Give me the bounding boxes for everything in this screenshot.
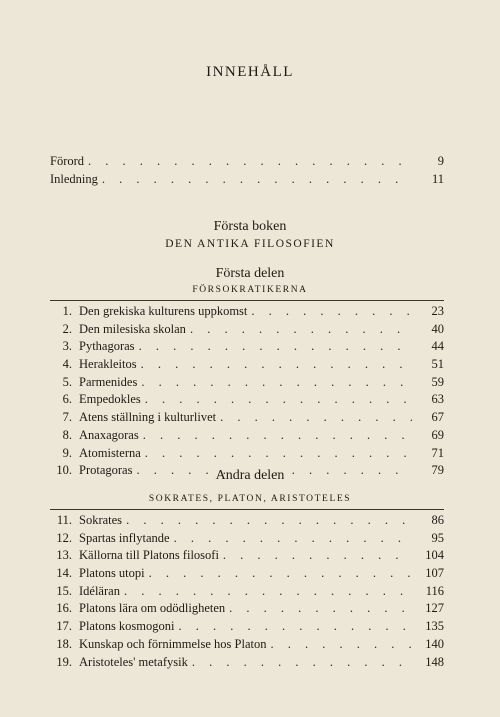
chapter-number: 9. <box>62 445 72 460</box>
chapter-number: 3. <box>62 339 72 354</box>
toc-entry[interactable] <box>50 636 444 654</box>
chapter-page: 63 <box>431 392 444 407</box>
part1-label: Första delen <box>215 266 285 281</box>
chapter-number: 8. <box>62 427 72 442</box>
chapter-title: Protagoras <box>79 463 133 478</box>
front-matter-list <box>50 153 444 188</box>
dot-leader <box>179 618 413 636</box>
chapter-number: 15. <box>56 583 72 598</box>
part1-chapter-list <box>50 303 444 480</box>
toc-entry[interactable] <box>50 618 444 636</box>
part1-title: FÖRSOKRATIKERNA <box>192 285 308 295</box>
dot-leader <box>223 547 412 565</box>
dot-leader <box>88 153 412 171</box>
chapter-title: Pythagoras <box>79 339 135 354</box>
chapter-number: 13. <box>56 548 72 563</box>
chapter-page: 67 <box>431 410 444 425</box>
toc-entry[interactable] <box>50 409 444 427</box>
chapter-title: Platons lära om odödligheten <box>79 601 226 616</box>
part2-title: SOKRATES, PLATON, ARISTOTELES <box>148 494 352 504</box>
chapter-page: 95 <box>431 530 444 545</box>
dot-leader <box>270 636 412 654</box>
entry-page: 11 <box>431 171 444 186</box>
chapter-page: 40 <box>431 321 444 336</box>
chapter-number: 4. <box>62 357 72 372</box>
chapter-title: Herakleitos <box>79 357 137 372</box>
chapter-page: 148 <box>425 654 444 669</box>
chapter-page: 51 <box>431 357 444 372</box>
chapter-number: 12. <box>56 530 72 545</box>
chapter-number: 14. <box>56 566 72 581</box>
toc-entry[interactable] <box>50 171 444 189</box>
chapter-number: 6. <box>62 392 72 407</box>
dot-leader <box>220 409 412 427</box>
chapter-page: 104 <box>425 548 444 563</box>
chapter-title: Parmenides <box>79 374 138 389</box>
part2-chapter-list <box>50 512 444 671</box>
toc-entry[interactable] <box>50 600 444 618</box>
toc-entry[interactable] <box>50 374 444 392</box>
dot-leader <box>126 512 412 530</box>
chapter-number: 7. <box>62 410 72 425</box>
divider <box>50 509 444 510</box>
toc-entry[interactable] <box>50 338 444 356</box>
entry-label: Förord <box>50 154 85 168</box>
toc-entry[interactable] <box>50 512 444 530</box>
entry-label: Inledning <box>50 171 98 186</box>
chapter-page: 79 <box>431 463 444 478</box>
chapter-title: Sokrates <box>79 513 123 527</box>
chapter-number: 10. <box>56 463 72 478</box>
dot-leader <box>145 445 412 463</box>
chapter-page: 116 <box>425 583 444 598</box>
toc-entry[interactable] <box>50 565 444 583</box>
toc-entry[interactable] <box>50 321 444 339</box>
chapter-number: 5. <box>62 374 72 389</box>
page-title: INNEHÅLL <box>206 64 294 80</box>
chapter-title: Den grekiska kulturens uppkomst <box>79 304 248 318</box>
toc-entry[interactable] <box>50 547 444 565</box>
dot-leader <box>102 171 412 189</box>
chapter-number: 2. <box>62 321 72 336</box>
chapter-number: 1. <box>62 304 72 318</box>
chapter-number: 17. <box>56 619 72 634</box>
chapter-title: Empedokles <box>79 392 141 407</box>
toc-entry[interactable] <box>50 530 444 548</box>
chapter-title: Atens ställning i kulturlivet <box>79 410 217 425</box>
dot-leader <box>145 391 412 409</box>
chapter-title: Anaxagoras <box>79 427 139 442</box>
chapter-page: 140 <box>425 636 444 651</box>
dot-leader <box>149 565 412 583</box>
dot-leader <box>124 583 412 601</box>
part2-label: Andra delen <box>215 468 285 483</box>
dot-leader <box>229 600 412 618</box>
toc-entry[interactable] <box>50 356 444 374</box>
chapter-number: 18. <box>56 636 72 651</box>
chapter-title: Platons kosmogoni <box>79 619 175 634</box>
chapter-page: 86 <box>431 513 444 527</box>
chapter-title: Den milesiska skolan <box>79 321 186 336</box>
chapter-title: Atomisterna <box>79 445 141 460</box>
dot-leader <box>143 427 412 445</box>
chapter-title: Spartas inflytande <box>79 530 170 545</box>
book-label: Första boken <box>213 219 287 234</box>
chapter-page: 59 <box>431 374 444 389</box>
toc-entry[interactable] <box>50 427 444 445</box>
toc-entry[interactable] <box>50 153 444 171</box>
toc-entry[interactable] <box>50 445 444 463</box>
chapter-title: Platons utopi <box>79 566 145 581</box>
chapter-page: 71 <box>431 445 444 460</box>
dot-leader <box>141 374 412 392</box>
book-title: DEN ANTIKA FILOSOFIEN <box>165 238 335 250</box>
dot-leader <box>141 356 412 374</box>
toc-entry[interactable] <box>50 303 444 321</box>
chapter-page: 107 <box>425 566 444 581</box>
chapter-page: 44 <box>431 339 444 354</box>
toc-entry[interactable] <box>50 654 444 672</box>
chapter-page: 23 <box>431 304 444 318</box>
chapter-title: Idéläran <box>79 583 120 598</box>
toc-entry[interactable] <box>50 583 444 601</box>
dot-leader <box>192 654 412 672</box>
chapter-page: 135 <box>425 619 444 634</box>
dot-leader <box>139 338 412 356</box>
divider <box>50 300 444 301</box>
entry-page: 9 <box>437 154 444 168</box>
toc-entry[interactable] <box>50 391 444 409</box>
dot-leader <box>174 530 412 548</box>
chapter-page: 127 <box>425 601 444 616</box>
chapter-number: 11. <box>56 513 72 527</box>
dot-leader <box>190 321 412 339</box>
chapter-title: Kunskap och förnimmelse hos Platon <box>79 636 267 651</box>
chapter-page: 69 <box>431 427 444 442</box>
dot-leader <box>251 303 412 321</box>
chapter-title: Aristoteles' metafysik <box>79 654 188 669</box>
chapter-number: 16. <box>56 601 72 616</box>
chapter-title: Källorna till Platons filosofi <box>79 548 219 563</box>
chapter-number: 19. <box>56 654 72 669</box>
